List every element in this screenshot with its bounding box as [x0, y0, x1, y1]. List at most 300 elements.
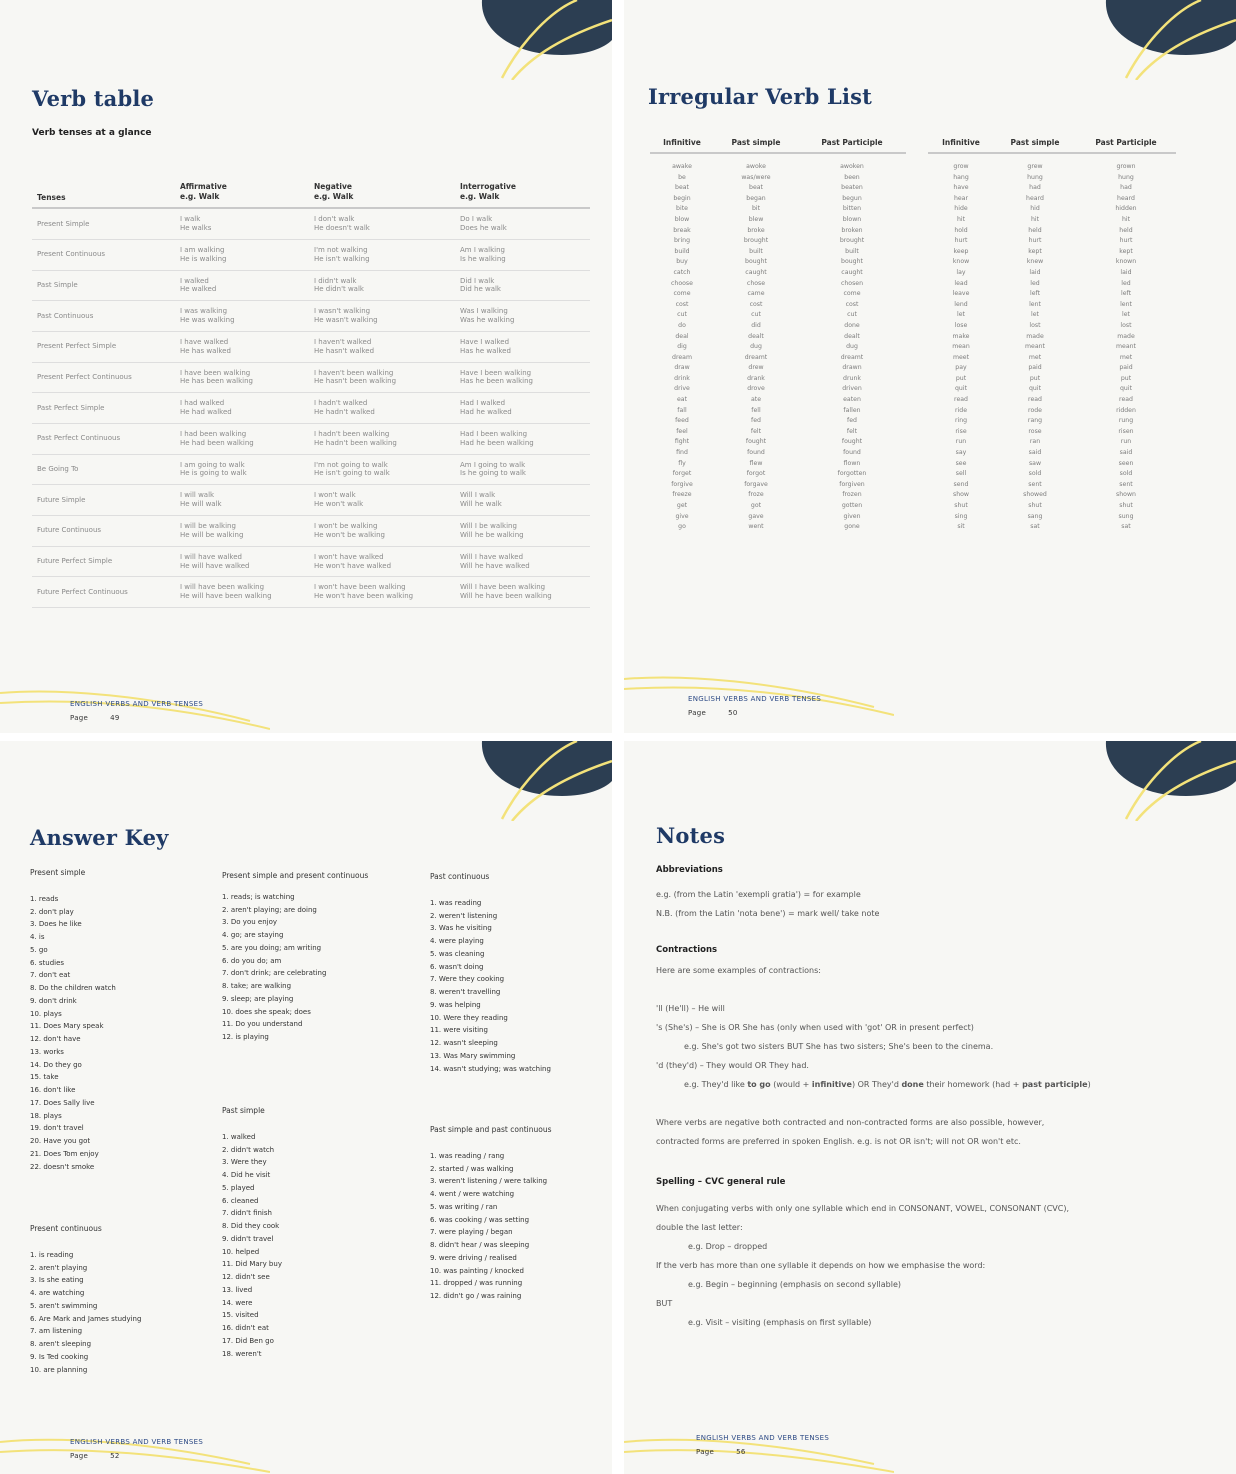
verb-form: known — [1115, 258, 1137, 266]
verb-form: choose — [671, 279, 693, 287]
footer: ENGLISH VERBS AND VERB TENSES Page 49 — [70, 700, 204, 722]
list-item: 4. went / were watching — [430, 1190, 515, 1199]
verb-form: lose — [954, 321, 968, 329]
list-item: 9. were driving / realised — [430, 1253, 517, 1262]
verb-form: forgot — [746, 470, 766, 478]
verb-form: came — [747, 290, 765, 298]
table-row — [32, 516, 590, 547]
verb-form: drive — [674, 385, 690, 393]
table-cell: Am I walking Is he walking — [460, 245, 506, 263]
table-cell: I hadn't been walking He hadn't been walking — [314, 430, 397, 447]
verb-form: cost — [845, 300, 859, 308]
verb-form: feel — [676, 427, 688, 435]
verb-form: fallen — [843, 406, 861, 414]
verb-form: run — [955, 438, 967, 446]
table-row — [32, 547, 590, 578]
contractions-heading: Contractions — [656, 945, 718, 955]
verb-form: hurt — [954, 237, 968, 245]
verb-form: fly — [678, 459, 686, 467]
verb-form: hit — [1121, 215, 1131, 223]
verb-form: paid — [1028, 364, 1042, 372]
note-line: N.B. (from the Latin 'nota bene') = mark well/ take note — [656, 909, 880, 918]
note-line: 'd (they'd) – They would OR They had. — [656, 1061, 809, 1070]
verb-form: sold — [1119, 470, 1133, 478]
table-cell: I won't have walked He won't have walked — [314, 552, 392, 570]
irregular-verbs-left — [650, 138, 906, 533]
verb-form: let — [1031, 311, 1039, 319]
verb-form: saw — [1028, 459, 1042, 467]
verb-form: grow — [953, 163, 969, 170]
list-item: 10. helped — [222, 1247, 260, 1256]
verb-form: caught — [841, 268, 863, 276]
list-item: 2. weren't listening — [430, 911, 498, 920]
list-item: 9. was helping — [430, 1000, 481, 1009]
verb-form: lead — [954, 279, 968, 287]
verb-form: had — [1029, 184, 1041, 192]
verb-form: brought — [839, 237, 865, 245]
present-continuous-answers: Present continuous 1. is reading 2. aren't playing 3. Is she eating 4. are watching 5. aren't swimming 6. Are Mark and James studying 7. am listening 8. aren't sleeping 9. Is Ted cooking 10. are planning — [30, 1224, 141, 1376]
list-item: 14. were — [222, 1298, 253, 1307]
note-line: e.g. They'd like to go (would + infinitive) OR They'd done their homework (had + past participle) — [684, 1080, 1091, 1089]
verb-form: laid — [1029, 268, 1041, 276]
table-cell: Have I been walking Has he been walking — [460, 368, 533, 386]
note-line: contracted forms are preferred in spoken English. e.g. is not OR isn't; will not OR won't etc. — [656, 1137, 1021, 1146]
table-cell: I don't walk He doesn't walk — [314, 215, 370, 232]
table-cell: Will I have walked Will he have walked — [460, 552, 530, 570]
verb-form: lost — [1029, 321, 1041, 329]
table-cell: I have walked He has walked — [180, 337, 231, 355]
verb-form: blow — [674, 215, 690, 223]
list-item: 16. don't like — [30, 1086, 76, 1095]
simple-and-continuous-answers: Present simple and present continuous 1. reads; is watching 2. aren't playing; are doing 3. Do you enjoy 4. go; are staying 5. are you doing; am writing 6. do you do; am 7. don't drink; are celebrating 8. take; are walking 9. sleep; are playing 10. does she speak; does 11. Do you understand 12. is playing — [222, 871, 372, 1044]
header-affirmative: Affirmative e.g. Walk — [180, 182, 227, 202]
verb-form: hear — [953, 194, 969, 202]
note-line: BUT — [656, 1299, 673, 1308]
list-item: 2. started / was walking — [430, 1164, 514, 1173]
list-item: 3. Were they — [222, 1158, 267, 1167]
header-infinitive: Infinitive — [942, 138, 980, 147]
verb-form: left — [1120, 290, 1132, 298]
verb-form: come — [843, 290, 861, 298]
verb-form: forgive — [671, 480, 693, 488]
verb-form: hit — [956, 215, 966, 223]
verb-form: forgave — [744, 480, 768, 488]
list-item: 6. cleaned — [222, 1196, 259, 1205]
verb-form: felt — [750, 427, 762, 435]
table-cell: I won't be walking He won't be walking — [314, 522, 385, 539]
list-item: 12. don't have — [30, 1035, 81, 1044]
verb-form: shut — [1119, 502, 1133, 509]
verb-form: rode — [1028, 406, 1042, 414]
table-cell: Past Perfect Continuous — [37, 434, 121, 443]
table-cell: I had been walking He had been walking — [180, 430, 254, 447]
table-cell: Future Continuous — [37, 526, 102, 535]
verb-form: drank — [747, 374, 765, 382]
table-cell: I'm not going to walk He isn't going to walk — [314, 460, 390, 478]
note-line: e.g. Drop – dropped — [688, 1242, 768, 1251]
table-cell: Future Perfect Simple — [37, 557, 113, 566]
list-item: 2. aren't playing; are doing — [222, 905, 317, 914]
infinitive-column — [650, 162, 714, 533]
verb-form: drew — [748, 364, 764, 372]
list-item: 13. Was Mary swimming — [430, 1051, 516, 1060]
verb-form: frozen — [842, 491, 862, 499]
list-item: 2. don't play — [30, 907, 74, 916]
table-cell: I won't have been walking He won't have been walking — [314, 583, 414, 601]
verb-form: met — [1028, 353, 1042, 361]
list-item: 10. are planning — [30, 1365, 88, 1374]
verb-form: fight — [674, 438, 690, 446]
verb-form: bit — [751, 205, 761, 213]
verb-form: hung — [1027, 173, 1043, 181]
verb-form: fought — [841, 438, 863, 446]
table-cell: Present Simple — [37, 219, 90, 228]
verb-form: seen — [1118, 459, 1134, 467]
list-item: 6. do you do; am — [222, 956, 282, 965]
note-line: e.g. (from the Latin 'exempli gratia') = for example — [656, 890, 861, 899]
verb-form: put — [1120, 374, 1132, 382]
verb-form: led — [1030, 279, 1040, 287]
verb-form: left — [1029, 290, 1041, 298]
list-item: 7. am listening — [30, 1327, 83, 1336]
header-past-simple: Past simple — [731, 138, 781, 147]
verb-form: found — [747, 449, 765, 457]
verb-form: rung — [1118, 417, 1134, 425]
list-item: 12. wasn't sleeping — [430, 1039, 498, 1048]
list-item: 11. Does Mary speak — [30, 1022, 104, 1031]
verb-form: bring — [673, 237, 691, 245]
verb-form: sing — [954, 512, 968, 520]
list-item: 9. don't drink — [30, 996, 77, 1005]
header-past-participle: Past Participle — [1095, 138, 1157, 147]
table-cell: Be Going To — [37, 465, 79, 474]
list-item: 1. was reading / rang — [430, 1151, 505, 1160]
table-cell: Had I walked Had he walked — [460, 399, 512, 417]
table-cell: Will I walk Will he walk — [460, 491, 502, 509]
footer: ENGLISH VERBS AND VERB TENSES Page 50 — [688, 695, 822, 717]
table-row — [32, 271, 590, 302]
list-item: 21. Does Tom enjoy — [30, 1149, 99, 1158]
verb-form: caught — [745, 268, 767, 276]
list-item: 5. aren't swimming — [30, 1301, 98, 1310]
verb-form: hang — [953, 173, 969, 181]
verb-form: awake — [672, 163, 692, 170]
verb-form: rise — [955, 427, 967, 435]
verb-form: heard — [1026, 194, 1044, 202]
note-line: e.g. Begin – beginning (emphasis on second syllable) — [688, 1280, 902, 1289]
verb-form: dealt — [844, 332, 860, 340]
list-item: 10. plays — [30, 1009, 62, 1018]
verb-form: got — [750, 502, 762, 509]
irregular-verbs-right — [928, 138, 1176, 533]
table-cell: Was I walking Was he walking — [460, 307, 515, 325]
list-item: 6. studies — [30, 958, 65, 967]
verb-form: done — [844, 321, 860, 329]
table-cell: I have been walking He has been walking — [180, 368, 253, 386]
verb-form: awoke — [746, 163, 766, 170]
page-title: Notes — [656, 823, 726, 848]
table-cell: I had walked He had walked — [180, 399, 232, 417]
table-cell: Future Simple — [37, 495, 86, 504]
verb-form: bought — [745, 258, 767, 266]
table-body — [32, 209, 590, 608]
table-cell: Present Continuous — [37, 250, 106, 259]
verb-form: lost — [1120, 321, 1132, 329]
past-participle-column — [1076, 162, 1176, 533]
table-row — [32, 363, 590, 394]
verb-form: leave — [952, 290, 970, 298]
list-item: 7. don't eat — [30, 971, 71, 980]
table-cell: I wasn't walking He wasn't walking — [314, 307, 378, 325]
list-item: 5. played — [222, 1183, 255, 1192]
verb-form: see — [955, 459, 967, 467]
verb-form: held — [1028, 226, 1042, 234]
list-item: 1. is reading — [30, 1250, 74, 1259]
verb-form: sent — [1028, 480, 1042, 488]
verb-form: fought — [745, 438, 767, 446]
table-header — [32, 182, 590, 209]
table-cell: I walk He walks — [180, 215, 212, 232]
verb-form: said — [1028, 449, 1042, 457]
header-tenses: Tenses — [37, 193, 66, 202]
verb-form: hidden — [1115, 205, 1137, 213]
verb-form: put — [955, 374, 967, 382]
verb-form: be — [678, 173, 686, 181]
answer-list — [222, 891, 372, 1044]
list-item: 17. Does Sally live — [30, 1098, 95, 1107]
verb-form: lent — [1029, 300, 1041, 308]
verb-form: sung — [1118, 512, 1134, 520]
verb-form: bought — [841, 258, 863, 266]
verb-form: dealt — [748, 332, 764, 340]
verb-form: do — [678, 321, 686, 329]
table-cell: I'm not walking He isn't walking — [314, 245, 370, 263]
verb-form: gave — [748, 512, 764, 520]
verb-form: cut — [677, 311, 687, 319]
past-simple-column — [994, 162, 1076, 533]
verb-form: let — [1122, 311, 1130, 319]
note-line: Here are some examples of contractions: — [656, 966, 821, 975]
verb-form: began — [746, 194, 766, 202]
past-simple-column — [714, 162, 798, 533]
verb-form: draw — [674, 364, 690, 372]
table-row — [32, 485, 590, 516]
table-row — [32, 301, 590, 332]
verb-form: break — [673, 226, 691, 234]
verb-form: bitten — [842, 205, 862, 213]
list-item: 11. dropped / was running — [430, 1279, 523, 1288]
list-item: 6. was cooking / was setting — [430, 1215, 530, 1224]
list-item: 15. visited — [222, 1311, 259, 1320]
verb-form: sold — [1028, 470, 1042, 478]
infinitive-column — [928, 162, 994, 533]
verb-form: put — [1029, 374, 1041, 382]
past-continuous-answers: Past continuous 1. was reading 2. weren't listening 3. Was he visiting 4. were playing 5. was cleaning 6. wasn't doing 7. Were they cooking 8. weren't travelling 9. was helping 10. Were they reading 11. were visiting 12. wasn't sleeping 13. Was Mary swimming 14. wasn't studying; was watching — [430, 872, 551, 1075]
list-item: 18. plays — [30, 1111, 62, 1120]
table-cell: Past Continuous — [37, 311, 94, 320]
verb-form: hid — [1030, 205, 1040, 213]
verb-form: meant — [1025, 343, 1045, 351]
note-line: 's (She's) – She is OR She has (only when used with 'got' OR in present perfect) — [656, 1023, 974, 1032]
page-title: Verb table — [32, 86, 155, 111]
header-infinitive: Infinitive — [663, 138, 701, 147]
verb-form: get — [676, 502, 688, 509]
present-simple-answers: Present simple 1. reads 2. don't play 3. Does he like 4. is 5. go 6. studies 7. don't eat 8. Do the children watch 9. don't drink 10. plays 11. Does Mary speak 12. don't have 13. works 14. Do they go 15. take 16. don't like 17. Does Sally live 18. plays 19. don't travel 20. Have you got 21. Does Tom enjoy 22. doesn't smoke — [30, 868, 116, 1173]
table-row — [32, 424, 590, 455]
verb-form: cut — [751, 311, 761, 319]
table-cell: Will I be walking Will he be walking — [460, 522, 524, 539]
list-item: 1. reads; is watching — [222, 892, 295, 901]
corner-decoration — [1096, 741, 1236, 821]
list-item: 8. Did they cook — [222, 1222, 280, 1231]
table-cell: Had I been walking Had he been walking — [460, 430, 534, 447]
table-cell: Did I walk Did he walk — [460, 276, 501, 294]
list-item: 8. take; are walking — [222, 982, 292, 991]
verb-form: keep — [953, 247, 969, 255]
verb-form: send — [953, 480, 969, 488]
verb-form: said — [1119, 449, 1133, 457]
verb-form: flown — [843, 459, 861, 467]
verb-form: ridden — [1116, 406, 1136, 414]
corner-decoration — [472, 741, 612, 821]
list-item: 12. is playing — [222, 1033, 269, 1042]
verb-form: beaten — [841, 184, 863, 192]
verb-form: quit — [1029, 385, 1041, 393]
column-headers — [650, 138, 906, 154]
note-line: e.g. Visit – visiting (emphasis on first syllable) — [688, 1318, 872, 1327]
list-item: 7. didn't finish — [222, 1209, 272, 1218]
verb-form: dig — [677, 343, 687, 351]
list-item: 6. wasn't doing — [430, 962, 484, 971]
verb-form: lend — [954, 300, 968, 308]
verb-form: been — [844, 173, 860, 181]
verb-form: hold — [954, 226, 968, 234]
verb-form: brought — [743, 237, 769, 245]
list-item: 22. doesn't smoke — [30, 1162, 95, 1171]
verb-form: risen — [1118, 427, 1134, 435]
verb-form: drove — [747, 385, 765, 393]
verb-form: sent — [1119, 480, 1133, 488]
list-item: 13. works — [30, 1047, 64, 1056]
table-cell: I didn't walk He didn't walk — [314, 276, 364, 294]
verb-form: beat — [749, 184, 763, 192]
list-item: 1. was reading — [430, 898, 482, 907]
list-item: 11. Did Mary buy — [222, 1260, 282, 1269]
verb-form: blew — [748, 215, 764, 223]
verb-form: cost — [675, 300, 689, 308]
verb-form: begun — [842, 194, 862, 202]
table-cell: I hadn't walked He hadn't walked — [314, 399, 375, 417]
verb-form: find — [676, 449, 688, 457]
table-cell: I will have been walking He will have been walking — [180, 583, 272, 601]
verb-form: run — [1120, 438, 1132, 446]
header-past-simple: Past simple — [1010, 138, 1060, 147]
verb-form: dreamt — [744, 353, 768, 361]
verb-form: forgotten — [837, 470, 867, 478]
list-item: 15. take — [30, 1073, 59, 1082]
note-line: e.g. She's got two sisters BUT She has two sisters; She's been to the cinema. — [684, 1042, 994, 1051]
notes-page — [624, 741, 1236, 1474]
verb-form: made — [1117, 332, 1135, 340]
verb-form: found — [843, 449, 861, 457]
verb-table — [32, 182, 590, 608]
verb-form: quit — [955, 385, 967, 393]
verb-form: hurt — [1028, 237, 1042, 245]
verb-form: had — [1120, 184, 1132, 192]
verb-form: sell — [955, 470, 967, 478]
verb-form: kept — [1028, 247, 1042, 255]
answer-list — [30, 893, 116, 1174]
verb-form: show — [953, 491, 969, 499]
verb-form: meant — [1116, 343, 1136, 351]
verb-form: say — [955, 449, 967, 457]
list-item: 3. Was he visiting — [430, 924, 492, 933]
table-row — [32, 209, 590, 240]
table-row — [32, 393, 590, 424]
verb-form: go — [678, 523, 686, 531]
verb-form: ring — [954, 417, 968, 425]
verb-form: hung — [1118, 173, 1134, 181]
list-item: 9. didn't travel — [222, 1234, 274, 1243]
answer-list — [430, 1150, 551, 1303]
list-item: 20. Have you got — [30, 1137, 91, 1146]
verb-form: felt — [846, 427, 858, 435]
verb-form: blown — [842, 215, 862, 223]
verb-form: went — [748, 523, 764, 531]
verb-form: dreamt — [840, 353, 864, 361]
corner-decoration — [1096, 0, 1236, 80]
verb-form: ran — [1029, 438, 1041, 446]
table-cell: I am going to walk He is going to walk — [180, 460, 247, 478]
verb-form: drawn — [842, 364, 862, 372]
table-cell: Past Simple — [37, 280, 78, 289]
verb-form: mean — [952, 343, 970, 351]
verb-form: quit — [1120, 385, 1132, 393]
verb-form: sit — [957, 523, 965, 531]
corner-decoration — [472, 0, 612, 80]
list-item: 10. was painting / knocked — [430, 1266, 524, 1275]
page-subtitle: Verb tenses at a glance — [32, 128, 152, 138]
verb-form: ride — [955, 406, 967, 414]
list-item: 8. didn't hear / was sleeping — [430, 1241, 530, 1250]
table-cell: Do I walk Does he walk — [460, 215, 507, 232]
list-item: 8. Do the children watch — [30, 984, 116, 993]
verb-form: held — [1119, 226, 1133, 234]
table-cell: I haven't walked He hasn't walked — [314, 337, 375, 355]
verb-form: give — [675, 512, 689, 520]
verb-form: come — [673, 290, 691, 298]
verb-form: sat — [1030, 523, 1040, 531]
list-item: 10. does she speak; does — [222, 1007, 311, 1016]
table-cell: Present Perfect Simple — [37, 342, 117, 351]
verb-form: catch — [673, 268, 691, 276]
verb-form: chosen — [840, 279, 864, 287]
table-cell: Am I going to walk Is he going to walk — [460, 460, 526, 478]
answer-key-page — [0, 741, 612, 1474]
verb-form: broke — [747, 226, 765, 234]
past-simple-answers: Past simple 1. walked 2. didn't watch 3. Were they 4. Did he visit 5. played 6. cleaned 7. didn't finish 8. Did they cook 9. didn't travel 10. helped 11. Did Mary buy 12. didn't see 13. lived 14. were 15. visited 16. didn't eat 17. Did Ben go 18. weren't — [222, 1106, 282, 1360]
verb-form: awoken — [840, 163, 864, 170]
verb-form: forgiven — [839, 480, 865, 488]
verb-form: sang — [1027, 512, 1043, 520]
table-row — [32, 455, 590, 486]
verb-form: read — [1028, 396, 1042, 404]
verb-form: met — [1119, 353, 1133, 361]
table-cell: I walked He walked — [180, 276, 217, 294]
verb-form: cost — [749, 300, 763, 308]
verb-form: dream — [672, 353, 692, 361]
verb-form: flew — [749, 459, 763, 467]
